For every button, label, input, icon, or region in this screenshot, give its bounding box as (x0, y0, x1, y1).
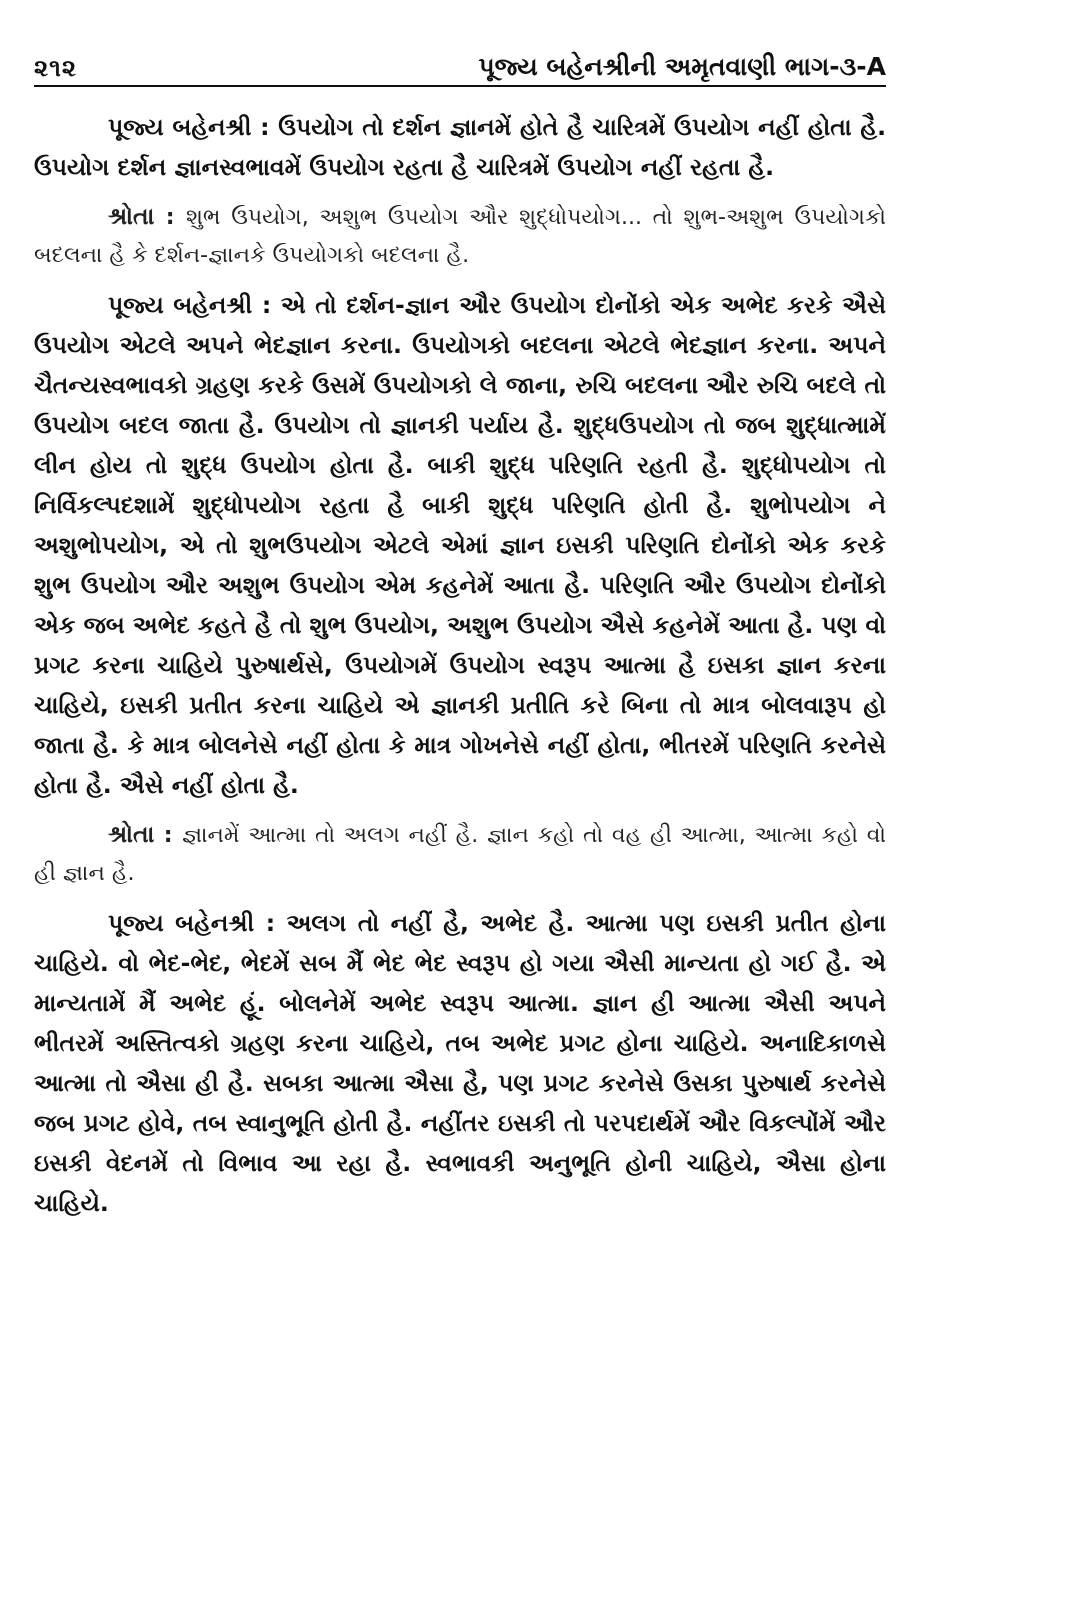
paragraph-bahenshri-2: પૂજ્ય બહેનશ્રી : એ તો દર્શન-જ્ઞાન ઔર ઉપયોગ દોનોંકો એક અભેદ કરકે ઐસે ઉપયોગ એટલે અપને ભેદજ્ઞાન કરના. ઉપયોગકો બદલના એટલે ભેદજ્ઞાન કરના. અપને ચૈતન્યસ્વભાવકો ગ્રહણ કરકે ઉસમેં ઉપયોગકો લે જાના, રુચિ બદલના ઔર રુચિ બદલે તો ઉપયોગ બદલ જાતા હૈ. ઉપયોગ તો જ્ઞાનકી પર્યાય હૈ. શુદ્ધઉપયોગ તો જબ શુદ્ધાત્મામેં લીન હોય તો શુદ્ધ ઉપયોગ હોતા હૈ. બાકી શુદ્ધ પરિણતિ રહતી હૈ. શુદ્ધોપયોગ તો નિર્વિકલ્પદશામેં શુદ્ધોપયોગ રહતા હૈ બાકી શુદ્ધ પરિણતિ હોતી હૈ. શુભોપયોગ ને અશુભોપયોગ, એ તો શુભઉપયોગ એટલે એમાં જ્ઞાન ઇસકી પરિણતિ દોનોંકો એક કરકે શુભ ઉપયોગ ઔર અશુભ ઉપયોગ એમ કહનેમેં આતા હૈ. પરિણતિ ઔર ઉપયોગ દોનોંકો એક જબ અભેદ કહતે હૈ તો શુભ ઉપયોગ, અશુભ ઉપયોગ ઐસે કહનેમેં આતા હૈ. પણ વો પ્રગટ કરના ચાહિયે પુરુષાર્થસે, ઉપયોગમેં ઉપયોગ સ્વરૂપ આત્મા હૈ ઇસકા જ્ઞાન કરના ચાહિયે, ઇસકી પ્રતીત કરના ચાહિયે એ જ્ઞાનકી પ્રતીતિ કરે બિના તો માત્ર બોલવારૂપ હો જાતા હૈ. કે માત્ર બોલનેસે નહીં હોતા કે માત્ર ગોખનેસે નહીં હોતા, ભીતરમેં પરિણતિ કરનેસે હોતા હૈ. ઐસે નહીં હોતા હૈ. (34, 291, 886, 799)
paragraph-bahenshri-3: પૂજ્ય બહેનશ્રી : અલગ તો નહીં હૈ, અભેદ હૈ. આત્મા પણ ઇસકી પ્રતીત હોના ચાહિયે. વો ભેદ-ભેદ, ભેદમેં સબ મૈં ભેદ ભેદ સ્વરૂપ હો ગયા ઐસી માન્યતા હો ગઈ હૈ. એ માન્યતામેં મૈં અભેદ હૂં. બોલનેમેં અભેદ સ્વરૂપ આત્મા. જ્ઞાન હી આત્મા ઐસી અપને ભીતરમેં અસ્તિત્વકો ગ્રહણ કરના ચાહિયે, તબ અભેદ પ્રગટ હોના ચાહિયે. અનાદિકાળસે આત્મા તો ઐસા હી હૈ. સબકા આત્મા ઐસા હૈ, પણ પ્રગટ કરનેસે ઉસકા પુરુષાર્થ કરનેસે જબ પ્રગટ હોવે, તબ સ્વાનુભૂતિ હોતી હૈ. નહીંતર ઇસકી તો પરપદાર્થમેં ઔર વિકલ્પોંમેં ઔર ઇસકી વેદનમેં તો વિભાવ આ રહા હૈ. સ્વભાવકી અનુભૂતિ હોની ચાહિયે, ઐસા હોના ચાહિયે. (34, 909, 887, 1217)
speaker-name: શ્રોતા (108, 820, 155, 848)
paragraph-text: અલગ તો નહીં હૈ, અભેદ હૈ. આત્મા પણ ઇસકી પ્રતીત હોના ચાહિયે. વો ભેદ-ભેદ, ભેદમેં સબ મૈં ભેદ ભેદ સ્વરૂપ હો ગયા ઐસી માન્યતા હો ગઈ હૈ. એ માન્યતામેં મૈં અભેદ હૂં. બોલનેમેં અભેદ સ્વરૂપ આત્મા. જ્ઞાન હી આત્મા ઐસી અપને ભીતરમેં અસ્તિત્વકો ગ્રહણ કરના ચાહિયે, તબ અભેદ પ્રગટ હોના ચાહિયે. અનાદિકાળસે આત્મા તો ઐસા હી હૈ. સબકા આત્મા ઐસા હૈ, પણ પ્રગટ કરનેસે ઉસકા પુરુષાર્થ કરનેસે જબ પ્રગટ હોવે, તબ સ્વાનુભૂતિ હોતી હૈ. નહીંતર ઇસકી તો પરપદાર્થમેં ઔર વિકલ્પોંમેં ઔર ઇસકી વેદનમેં તો વિભાવ આ રહા હૈ. સ્વભાવકી અનુભૂતિ હોની ચાહિયે, ઐસા હોના ચાહિયે. (34, 909, 887, 1217)
book-page (34, 40, 886, 1233)
page-header (34, 40, 886, 87)
paragraph-text: ઉપયોગ તો દર્શન જ્ઞાનમેં હોતે હૈ ચારિત્રમેં ઉપયોગ નહીં હોતા હૈ. ઉપયોગ દર્શન જ્ઞાનસ્વભાવમેં ઉપયોગ રહતા હૈ ચારિત્રમેં ઉપયોગ નહીં રહતા હૈ. (34, 113, 886, 181)
speaker-name: શ્રોતા (108, 202, 155, 230)
paragraph-shrota-2: શ્રોતા : જ્ઞાનમેં આત્મા તો અલગ નહીં હૈ. જ્ઞાન કહો તો વહ હી આત્મા, આત્મા કહો વો હી જ્ઞાન હૈ. (34, 820, 886, 886)
page-body (34, 107, 886, 1223)
paragraph-text: શુભ ઉપયોગ, અશુભ ઉપયોગ ઔર શુદ્ધોપયોગ... તો શુભ-અશુભ ઉપયોગકો બદલના હૈ કે દર્શન-જ્ઞાનકે ઉપયોગકો બદલના હૈ. (34, 205, 886, 268)
running-title: પૂજ્ય બહેનશ્રીની અમૃતવાણી ભાગ-૩-A (478, 52, 886, 81)
paragraph-text: જ્ઞાનમેં આત્મા તો અલગ નહીં હૈ. જ્ઞાન કહો તો વહ હી આત્મા, આત્મા કહો વો હી જ્ઞાન હૈ. (34, 823, 886, 886)
speaker-name: પૂજ્ય બહેનશ્રી (108, 291, 253, 319)
speaker-name: પૂજ્ય બહેનશ્રી (108, 113, 252, 141)
paragraph-shrota-1: શ્રોતા : શુભ ઉપયોગ, અશુભ ઉપયોગ ઔર શુદ્ધોપયોગ... તો શુભ-અશુભ ઉપયોગકો બદલના હૈ કે દર્શન-જ્ઞાનકે ઉપયોગકો બદલના હૈ. (34, 202, 886, 268)
speaker-name: પૂજ્ય બહેનશ્રી (108, 909, 255, 937)
page-number: ૨૧૨ (34, 54, 77, 82)
paragraph-bahenshri-1: પૂજ્ય બહેનશ્રી : ઉપયોગ તો દર્શન જ્ઞાનમેં હોતે હૈ ચારિત્રમેં ઉપયોગ નહીં હોતા હૈ. ઉપયોગ દર્શન જ્ઞાનસ્વભાવમેં ઉપયોગ રહતા હૈ ચારિત્રમેં ઉપયોગ નહીં રહતા હૈ. (34, 113, 886, 181)
paragraph-text: એ તો દર્શન-જ્ઞાન ઔર ઉપયોગ દોનોંકો એક અભેદ કરકે ઐસે ઉપયોગ એટલે અપને ભેદજ્ઞાન કરના. ઉપયોગકો બદલના એટલે ભેદજ્ઞાન કરના. અપને ચૈતન્યસ્વભાવકો ગ્રહણ કરકે ઉસમેં ઉપયોગકો લે જાના, રુચિ બદલના ઔર રુચિ બદલે તો ઉપયોગ બદલ જાતા હૈ. ઉપયોગ તો જ્ઞાનકી પર્યાય હૈ. શુદ્ધઉપયોગ તો જબ શુદ્ધાત્મામેં લીન હોય તો શુદ્ધ ઉપયોગ હોતા હૈ. બાકી શુદ્ધ પરિણતિ રહતી હૈ. શુદ્ધોપયોગ તો નિર્વિકલ્પદશામેં શુદ્ધોપયોગ રહતા હૈ બાકી શુદ્ધ પરિણતિ હોતી હૈ. શુભોપયોગ ને અશુભોપયોગ, એ તો શુભઉપયોગ એટલે એમાં જ્ઞાન ઇસકી પરિણતિ દોનોંકો એક કરકે શુભ ઉપયોગ ઔર અશુભ ઉપયોગ એમ કહનેમેં આતા હૈ. પરિણતિ ઔર ઉપયોગ દોનોંકો એક જબ અભેદ કહતે હૈ તો શુભ ઉપયોગ, અશુભ ઉપયોગ ઐસે કહનેમેં આતા હૈ. પણ વો પ્રગટ કરના ચાહિયે પુરુષાર્થસે, ઉપયોગમેં ઉપયોગ સ્વરૂપ આત્મા હૈ ઇસકા જ્ઞાન કરના ચાહિયે, ઇસકી પ્રતીત કરના ચાહિયે એ જ્ઞાનકી પ્રતીતિ કરે બિના તો માત્ર બોલવારૂપ હો જાતા હૈ. કે માત્ર બોલનેસે નહીં હોતા કે માત્ર ગોખનેસે નહીં હોતા, ભીતરમેં પરિણતિ કરનેસે હોતા હૈ. ઐસે નહીં હોતા હૈ. (34, 291, 886, 799)
